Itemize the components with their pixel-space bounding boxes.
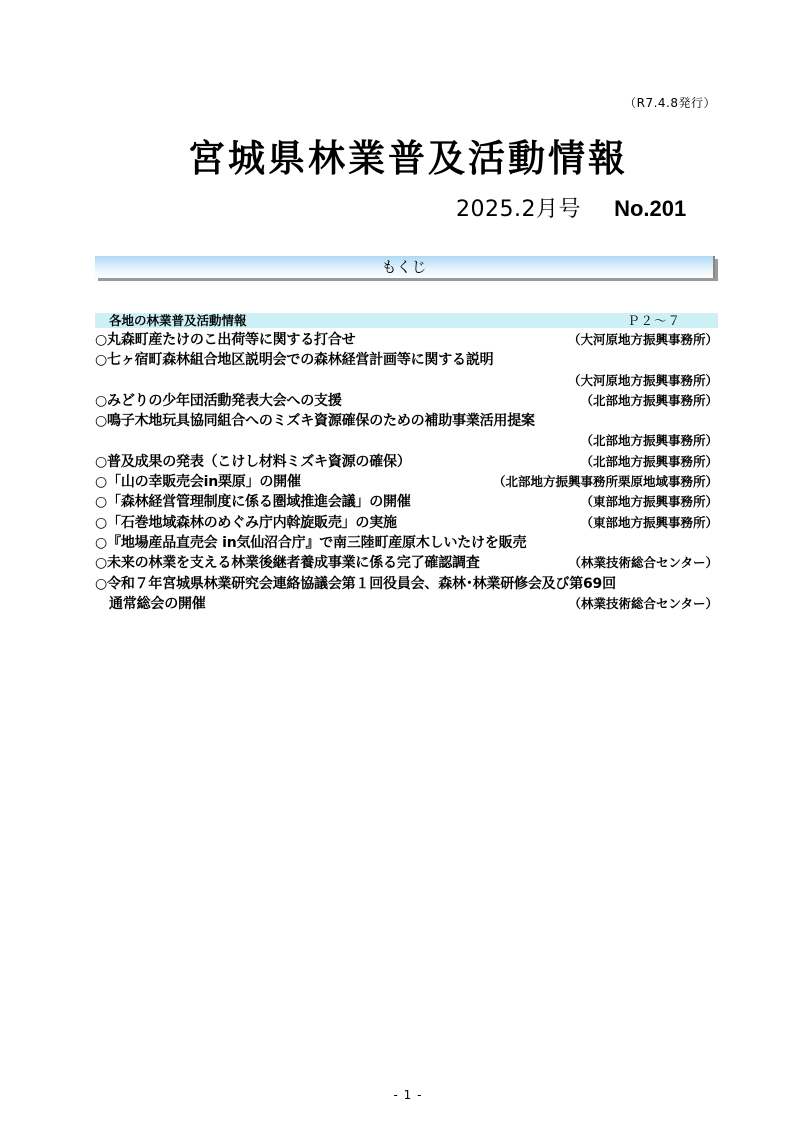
page-title: 宮城県林業普及活動情報 xyxy=(188,137,628,180)
toc-entry-office: （大河原地方振興事務所） xyxy=(567,332,718,347)
toc-entry[interactable] xyxy=(95,553,718,573)
section-header xyxy=(95,313,718,328)
toc-entry-text: ○未来の林業を支える林業後継者養成事業に係る完了確認調査 xyxy=(95,555,480,572)
section-title: 各地の林業普及活動情報 xyxy=(109,313,247,328)
toc-entry-text: ○七ヶ宿町森林組合地区説明会での森林経営計画等に関する説明 xyxy=(95,352,494,369)
toc-entry-office: （林業技術総合センター） xyxy=(568,555,718,571)
toc-entry-text: ○『地場産品直売会 in気仙沼合庁』で南三陸町産原木しいたけを販売 xyxy=(95,534,527,551)
toc-entry[interactable] xyxy=(95,391,718,411)
toc-entry-text: ○みどりの少年団活動発表大会への支援 xyxy=(95,392,342,409)
toc-entry-text: ○令和７年宮城県林業研究会連絡協議会第１回役員会、森林･林業研修会及び第69回 xyxy=(95,575,616,592)
toc-entry-office: （北部地方振興事務所） xyxy=(580,433,718,449)
toc-entry-office: （北部地方振興事務所栗原地域事務所） xyxy=(492,474,718,490)
toc-entry-continuation[interactable] xyxy=(95,594,718,614)
toc-entry[interactable] xyxy=(95,472,718,492)
toc-entry[interactable] xyxy=(95,452,718,472)
toc-entry-text: ○「森林経営管理制度に係る圏域推進会議」の開催 xyxy=(95,494,411,511)
toc-entry[interactable] xyxy=(95,574,718,594)
toc-entry-text: ○丸森町産たけのこ出荷等に関する打合せ xyxy=(95,332,356,348)
issue-info xyxy=(456,192,686,223)
issue-number: No.201 xyxy=(614,196,687,221)
page-number: - 1 - xyxy=(393,1088,423,1102)
issue-month: 2025.2月号 xyxy=(456,197,581,222)
toc-entry-list xyxy=(95,330,718,614)
toc-entry-office: （東部地方振興事務所） xyxy=(580,514,718,530)
toc-entry[interactable] xyxy=(95,411,718,452)
toc-entry-office: （大河原地方振興事務所） xyxy=(567,372,718,388)
toc-entry-text: 通常総会の開催 xyxy=(109,595,206,612)
toc-entry[interactable] xyxy=(95,533,718,553)
section-page-range: Ｐ２～７ xyxy=(627,313,682,328)
toc-entry[interactable] xyxy=(95,350,718,391)
toc-entry-office: （北部地方振興事務所） xyxy=(580,453,718,469)
issue-date: （R7.4.8発行） xyxy=(624,96,716,110)
toc-entry-text: ○「山の幸販売会in栗原」の開催 xyxy=(95,474,301,491)
toc-entry-text: ○「石巻地域森林のめぐみ庁内斡旋販売」の実施 xyxy=(95,514,397,531)
toc-entry[interactable] xyxy=(95,492,718,512)
toc-entry-text: ○鳴子木地玩具協同組合へのミズキ資源確保のための補助事業活用提案 xyxy=(95,413,535,430)
toc-entry[interactable] xyxy=(95,513,718,533)
toc-entry-text: ○普及成果の発表（こけし材料ミズキ資源の確保） xyxy=(95,453,411,470)
toc-entry-office: （北部地方振興事務所） xyxy=(580,392,718,408)
toc-entry-office: （林業技術総合センター） xyxy=(568,595,718,611)
toc-entry-office: （東部地方振興事務所） xyxy=(580,494,718,510)
toc-entry[interactable] xyxy=(95,330,718,350)
toc-heading-bar: もくじ xyxy=(95,256,715,278)
